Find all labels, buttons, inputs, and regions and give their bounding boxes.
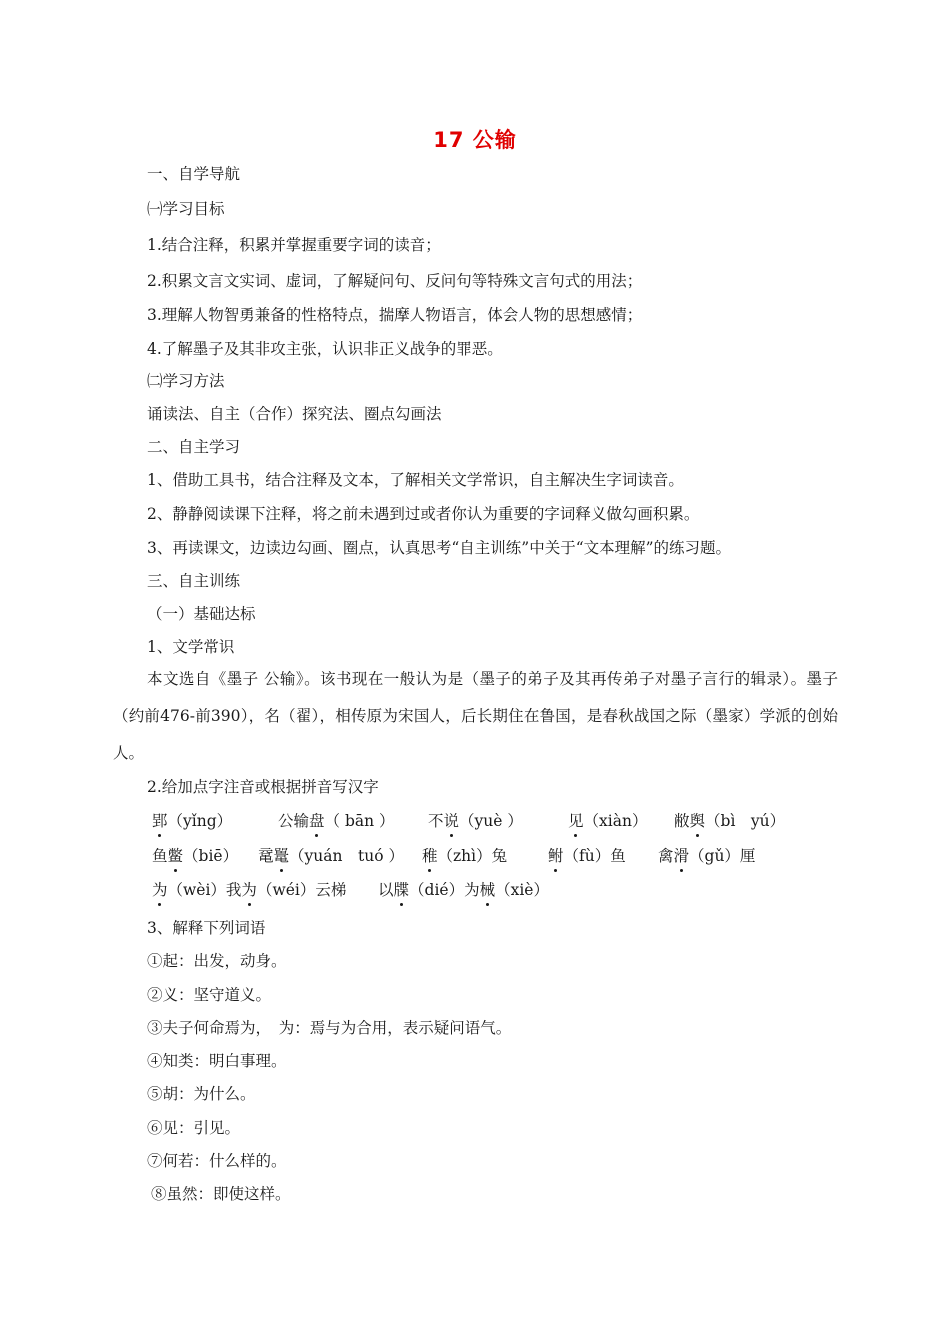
pinyin-row <box>152 846 755 866</box>
vocabulary-item: ⑥见：引见。 <box>147 1119 241 1137</box>
learning-method-heading: ㈡学习方法 <box>147 372 225 390</box>
pinyin-item: 见（xiàn） <box>568 812 648 830</box>
vocabulary-heading: 3、解释下列词语 <box>147 919 266 937</box>
vocabulary-item: ⑦何若：什么样的。 <box>147 1152 287 1170</box>
pinyin-item: 鱼鳖（biē） <box>152 847 239 865</box>
pinyin-row <box>152 880 549 900</box>
learning-goal-item: 3.理解人物智勇兼备的性格特点，揣摩人物语言，体会人物的思想感情； <box>147 306 643 324</box>
literary-knowledge-paragraph: 本文选自《墨子 公输》。该书现在一般认为是（墨子的弟子及其再传弟子对墨子言行的辑录）。墨子（约前476-前390），名（翟），相传原为宋国人，后长期住在鲁国，是春秋战国之际（墨家）学派的创始人。 <box>113 670 838 762</box>
pinyin-item: 鲋（fù）鱼 <box>548 847 626 865</box>
pinyin-item: 敝舆（bì yú） <box>674 812 786 830</box>
pinyin-item: 禽滑（gǔ）厘 <box>658 847 756 865</box>
pinyin-row <box>152 811 785 831</box>
section-heading-independent-training: 三、自主训练 <box>147 572 241 590</box>
pinyin-item: 鼋鼍（yuán tuó ） <box>258 847 404 865</box>
study-step-item: 1、借助工具书，结合注释及文本，了解相关文学常识，自主解决生字词读音。 <box>147 471 684 489</box>
study-step-item: 2、静静阅读课下注释，将之前未遇到过或者你认为重要的字词释义做勾画积累。 <box>147 505 700 523</box>
literary-knowledge-heading: 1、文学常识 <box>147 638 235 656</box>
pinyin-item: 稚（zhì）兔 <box>422 847 508 865</box>
vocabulary-item: ⑤胡：为什么。 <box>147 1085 256 1103</box>
study-step-item: 3、再读课文，边读边勾画、圈点，认真思考“自主训练”中关于“文本理解”的练习题。 <box>147 539 732 557</box>
subsection-heading-basics: （一）基础达标 <box>147 605 256 623</box>
pinyin-item: 以牒（dié）为械（xiè） <box>378 881 549 899</box>
learning-goal-item: 4.了解墨子及其非攻主张，认识非正义战争的罪恶。 <box>147 340 503 358</box>
vocabulary-item: ④知类：明白事理。 <box>147 1052 287 1070</box>
vocabulary-item: ③夫子何命焉为， 为：焉与为合用，表示疑问语气。 <box>147 1019 512 1037</box>
pinyin-item: 郢（yǐng） <box>152 812 233 830</box>
vocabulary-item: ②义：坚守道义。 <box>147 986 272 1004</box>
vocabulary-item: ⑧虽然：即使这样。 <box>151 1185 291 1203</box>
section-heading-self-study-guide: 一、自学导航 <box>147 165 241 183</box>
section-heading-independent-learning: 二、自主学习 <box>147 438 241 456</box>
learning-goals-heading: ㈠学习目标 <box>147 200 225 218</box>
pinyin-exercise-heading: 2.给加点字注音或根据拼音写汉字 <box>147 778 379 796</box>
learning-method-text: 诵读法、自主（合作）探究法、圈点勾画法 <box>147 405 442 423</box>
pinyin-item: 为（wèi）我为（wéi）云梯 <box>152 881 347 899</box>
pinyin-item: 不说（yuè ） <box>428 812 523 830</box>
pinyin-item: 公输盘（ bān ） <box>278 812 395 830</box>
page-title: 17 公输 <box>433 128 517 152</box>
learning-goal-item: 2.积累文言文实词、虚词，了解疑问句、反问句等特殊文言句式的用法； <box>147 272 643 290</box>
vocabulary-item: ①起：出发，动身。 <box>147 952 287 970</box>
learning-goal-item: 1.结合注释，积累并掌握重要字词的读音； <box>147 236 441 254</box>
